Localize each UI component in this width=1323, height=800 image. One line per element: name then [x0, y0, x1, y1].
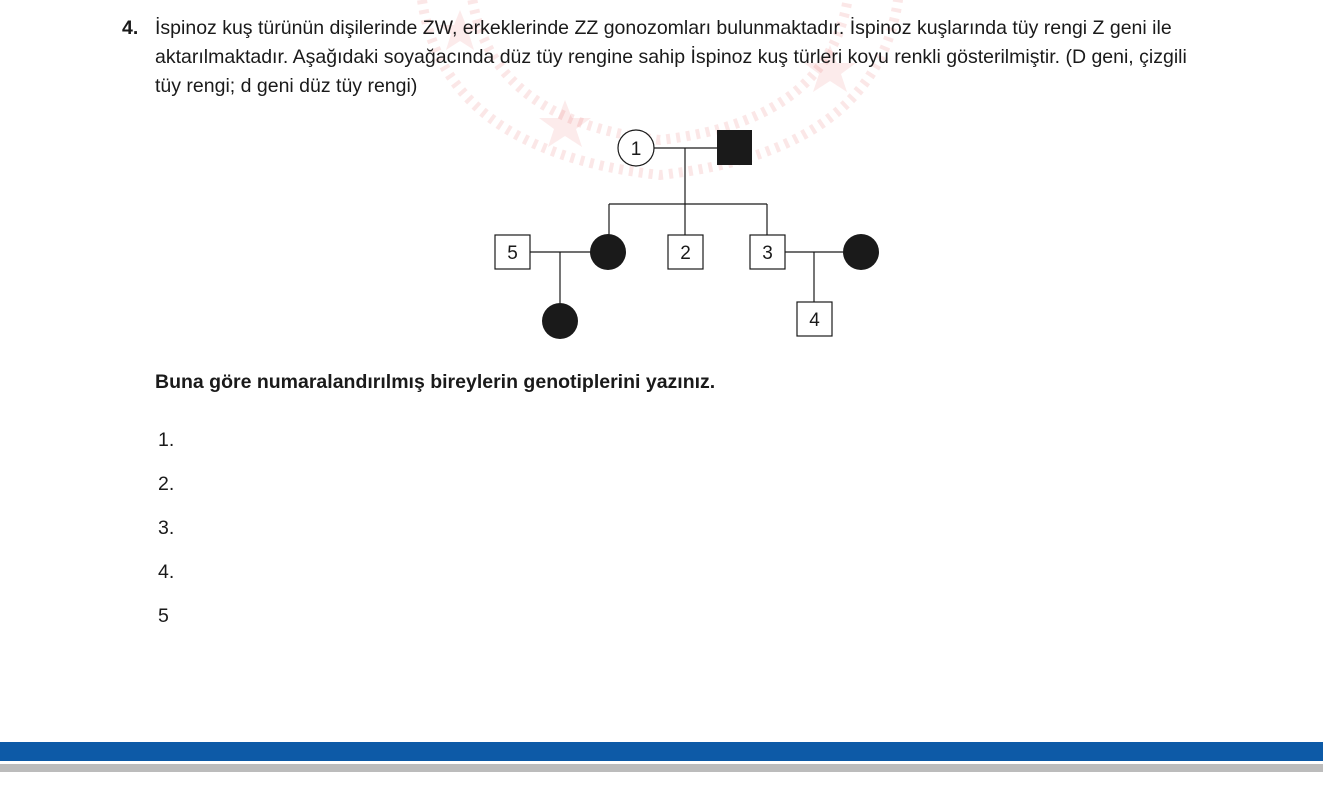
answer-item-4: 4.: [158, 561, 175, 583]
footer-gray-band: [0, 764, 1323, 772]
individual-2-label: 2: [680, 243, 691, 264]
individual-3-label: 3: [762, 243, 773, 264]
individual-4-label: 4: [809, 310, 820, 331]
individual-2: [668, 235, 703, 269]
individual-1-label: 1: [630, 139, 642, 160]
father-affected-male: [717, 130, 752, 165]
instruction-text: Buna göre numaralandırılmış bireylerin genotiplerini yazınız.: [155, 371, 716, 393]
question-text: İspinoz kuş türünün dişilerinde ZW, erkeklerinde ZZ gonozomları bulunmaktadır. İspinoz kuşlarında tüy rengi Z geni ile aktarılmaktadır. Aşağıdaki soyağacında düz tüy rengine sahip İspinoz kuş türleri koyu renkli gösterilmiştir. (D geni, çizgili tüy rengi; d geni düz tüy rengi): [155, 17, 1187, 97]
individual-5-label: 5: [507, 243, 518, 264]
pedigree-lines: [530, 148, 843, 303]
answer-item-3: 3.: [158, 517, 175, 539]
individual-5: [495, 235, 530, 269]
answer-item-5: 5: [158, 605, 169, 627]
spouse-affected-female: [843, 234, 879, 270]
question-block: [122, 14, 1212, 101]
pedigree-chart: [480, 120, 900, 350]
question-number: 4.: [122, 17, 139, 39]
daughter-affected-female: [590, 234, 626, 270]
answer-list: [158, 426, 174, 646]
individual-1: [618, 130, 654, 166]
answer-item-1: 1.: [158, 429, 175, 451]
answer-item-2: 2.: [158, 473, 175, 495]
individual-4: [797, 302, 832, 336]
individual-3: [750, 235, 785, 269]
footer-blue-band: [0, 742, 1323, 761]
granddaughter-affected-female: [542, 303, 578, 339]
